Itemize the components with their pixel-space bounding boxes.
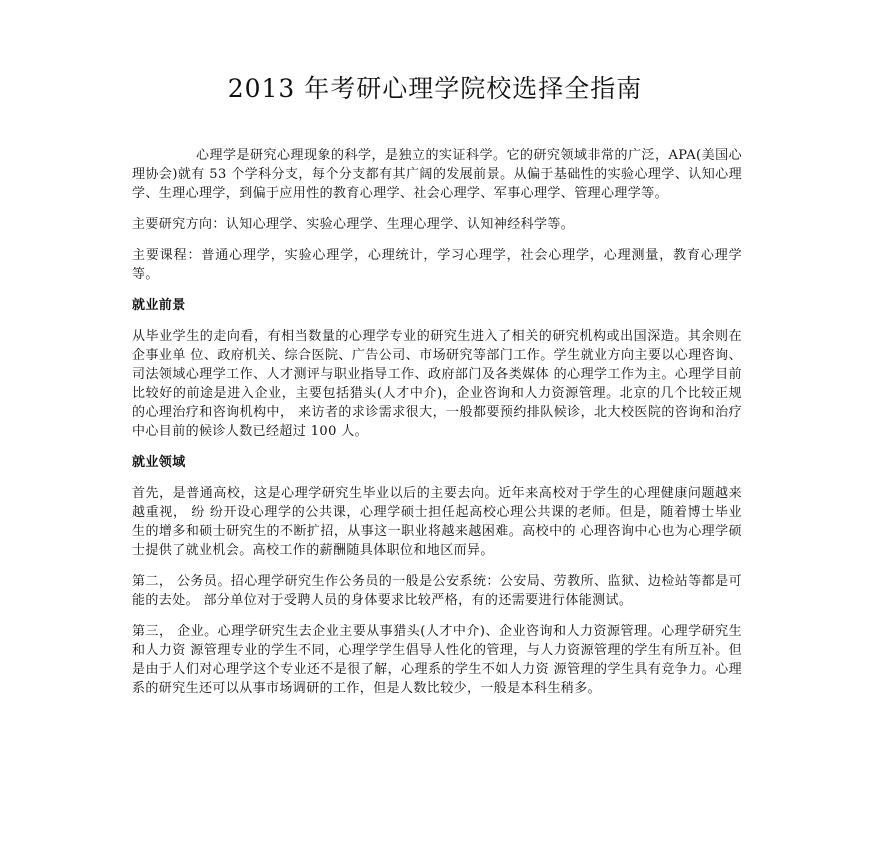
fields-paragraph-enterprise: 第三， 企业。心理学研究生去企业主要从事猎头(人才中介)、企业咨询和人力资源管理。心理学研究生和人力资 源管理专业的学生不同，心理学学生倡导人性化的管理，与人力资源管理的学生有所互补。但是由于人们对心理学这个专业还不是很了解，心理系的学生不如人力资 源管理的学生具有竞争力。心理系的研究生还可以从事市场调研的工作，但是人数比较少，一般是本科生稍多。 [132,624,742,696]
prospects-heading: 就业前景 [132,298,186,313]
document-title: 2013 年考研心理学院校选择全指南 [227,74,643,103]
research-directions-paragraph: 主要研究方向：认知心理学、实验心理学、生理心理学、认知神经科学等。 [132,217,575,232]
fields-paragraph-civil-service: 第二， 公务员。招心理学研究生作公务员的一般是公安系统：公安局、劳教所、监狱、边检站等都是可能的去处。 部分单位对于受聘人员的身体要求比较严格，有的还需要进行体能测试。 [132,574,742,608]
prospects-paragraph: 从毕业学生的走向看，有相当数量的心理学专业的研究生进入了相关的研究机构或出国深造。其余则在企事业单 位、政府机关、综合医院、广告公司、市场研究等部门工作。学生就业方向主要以心理咨询、司法领域心理学工作、人才测评与职业指导工作、政府部门及各类媒体 的心理学工作为主。心理学目前比较好的前途是进入企业，主要包括猎头(人才中介)，企业咨询和人力资源管理。北京的几个比较正规的心理治疗和咨询机构中， 来访者的求诊需求很大，一般都要预约排队候诊，北大校医院的咨询和治疗中心目前的候诊人数已经超过 100 人。 [132,329,742,439]
intro-paragraph: 心理学是研究心理现象的科学，是独立的实证科学。它的研究领域非常的广泛，APA(美国心理协会)就有 53 个学科分支，每个分支都有其广阔的发展前景。从偏于基础性的实验心理学、认知心理学、生理心理学，到偏于应用性的教育心理学、社会心理学、军事心理学、管理心理学等。 [132,148,742,201]
fields-heading: 就业领域 [132,455,186,470]
main-courses-paragraph: 主要课程：普通心理学，实验心理学，心理统计，学习心理学，社会心理学，心理测量，教育心理学等。 [132,248,742,282]
document-body [132,146,742,710]
fields-paragraph-universities: 首先，是普通高校，这是心理学研究生毕业以后的主要去向。近年来高校对于学生的心理健康问题越来越重视， 纷 纷开设心理学的公共课，心理学硕士担任起高校心理公共课的老师。但是，随着博士毕业生的增多和硕士研究生的不断扩招，从事这一职业将越来越困难。高校中的 心理咨询中心也为心理学硕士提供了就业机会。高校工作的薪酬随具体职位和地区而异。 [132,486,742,558]
